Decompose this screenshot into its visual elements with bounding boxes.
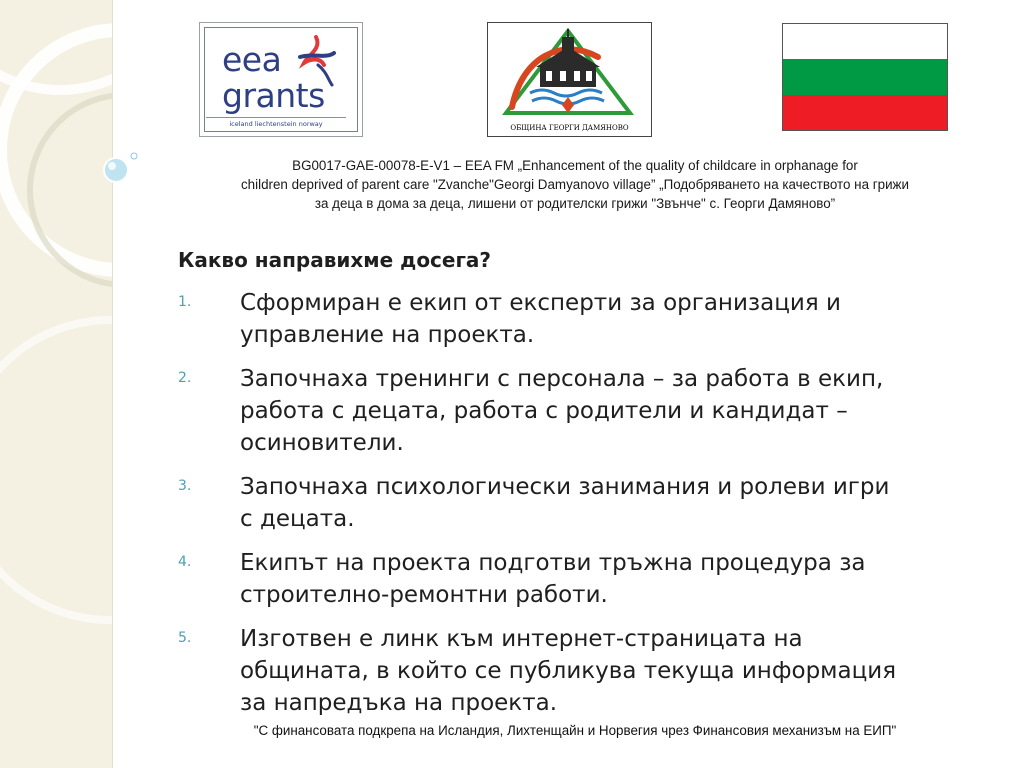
eea-logo-tagline: iceland liechtenstein norway [206, 117, 346, 131]
list-item-number: 4. [178, 554, 192, 570]
list-item [178, 623, 1008, 719]
list-item-text: Започнаха психологически занимания и ролеви игри с децата. [240, 474, 890, 532]
eea-grants-logo [199, 22, 363, 137]
list-item-text: Сформиран е екип от експерти за организация и управление на проекта. [240, 290, 841, 348]
list-item [178, 471, 1008, 535]
eea-swoosh-icon [298, 35, 338, 87]
funding-footer: "С финансовата подкрепа на Исландия, Лихтенщайн и Норвегия чрез Финансовия механизъм на ЕИП" [253, 723, 897, 738]
municipality-emblem [487, 22, 652, 137]
project-title-line: BG0017-GAE-00078-E-V1 – EEA FM „Enhancement of the quality of childcare in orphanage for [292, 158, 858, 173]
list-item [178, 287, 1008, 351]
flag-stripe-green [783, 59, 947, 94]
section-heading: Какво направихме досега? [178, 248, 492, 272]
bulgarian-flag [782, 23, 948, 131]
flag-stripe-red [783, 95, 947, 130]
decorative-bubble [96, 150, 146, 190]
project-title-line: за деца в дома за деца, лишени от родителски грижи "Звънче" с. Георги Дамяново” [314, 196, 836, 211]
list-item [178, 363, 1008, 459]
grants-logo-word: grants [222, 76, 325, 115]
municipality-caption: ОБЩИНА ГЕОРГИ ДАМЯНОВО [510, 124, 629, 132]
flag-stripe-white [783, 24, 947, 59]
decorative-circles [0, 0, 112, 768]
list-item-text: Екипът на проекта подготви тръжна процедура за строително-ремонтни работи. [240, 550, 866, 608]
decorative-side-band [0, 0, 113, 768]
project-title [160, 156, 990, 213]
list-item-number: 2. [178, 370, 192, 386]
church-emblem-icon [502, 27, 636, 117]
list-item-number: 1. [178, 294, 192, 310]
progress-list [178, 287, 1008, 731]
project-title-line: children deprived of parent care "Zvanche"Georgi Damyanovo village” „Подобряването на качеството на грижи [240, 177, 909, 192]
list-item-number: 3. [178, 478, 192, 494]
list-item-text: Изготвен е линк към интернет-страницата на общината, в който се публикува текуща информация за напредъка на проекта. [240, 626, 897, 716]
eea-logo-word: eea [222, 40, 282, 79]
list-item-text: Започнаха тренинги с персонала – за работа в екип, работа с децата, работа с родители и кандидат – осиновители. [240, 366, 884, 456]
list-item [178, 547, 1008, 611]
list-item-number: 5. [178, 630, 192, 646]
